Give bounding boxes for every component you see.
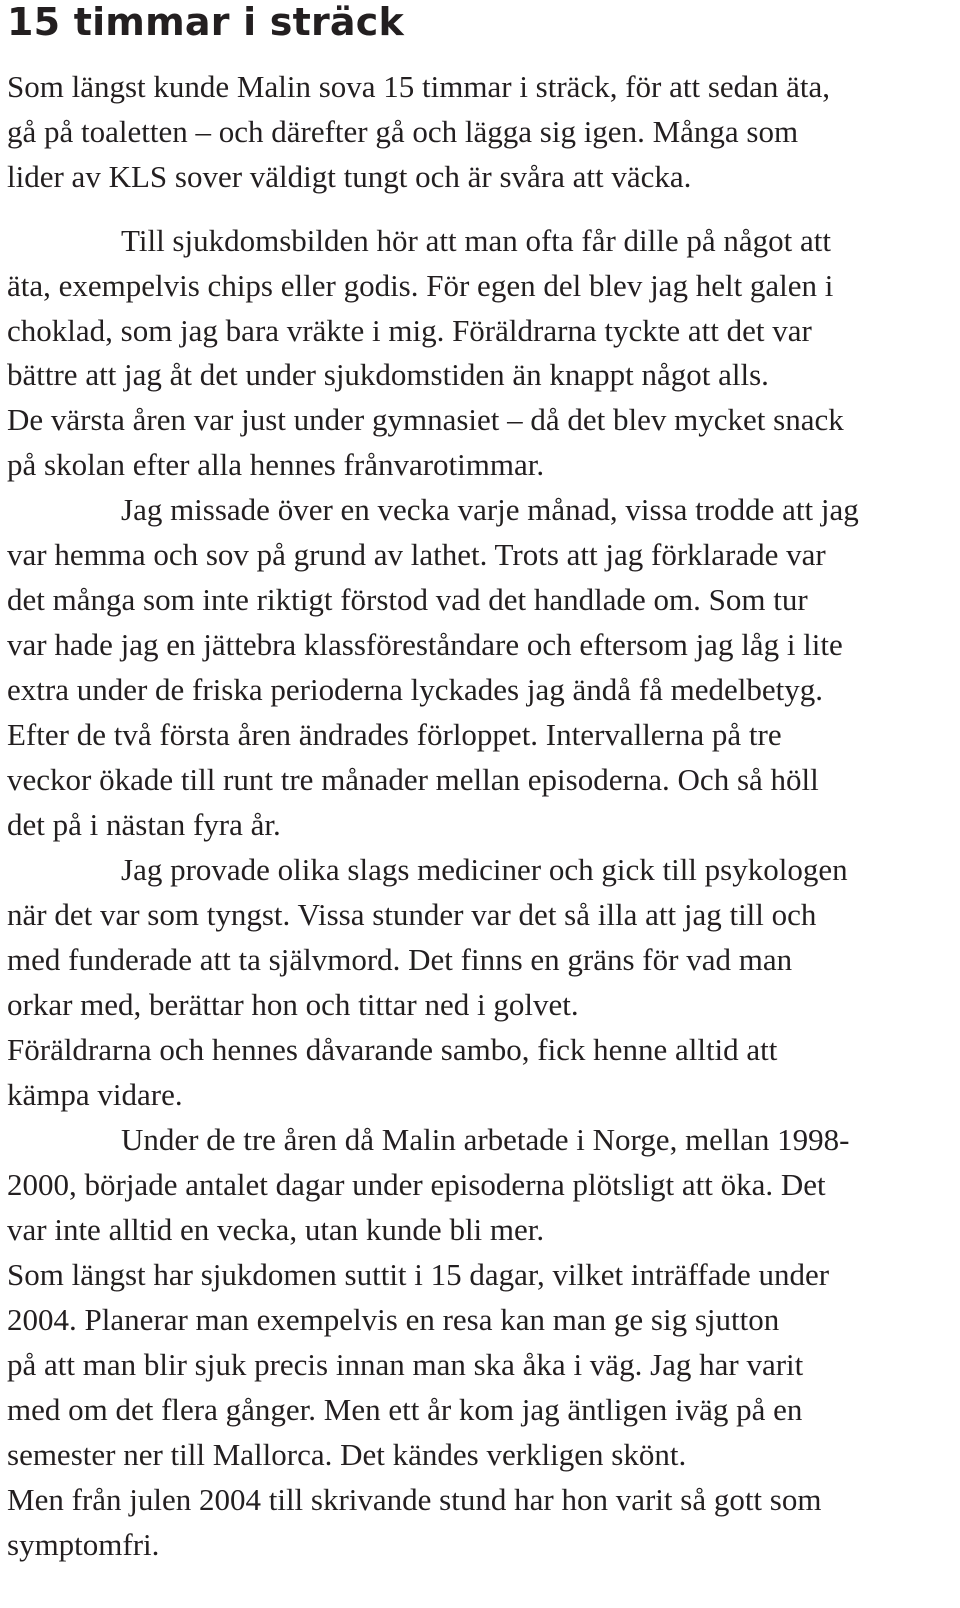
body-line: Efter de två första åren ändrades förloppet. Intervallerna på tre [7, 717, 782, 752]
body-line: choklad, som jag bara vräkte i mig. Föräldrarna tyckte att det var [7, 313, 812, 348]
body-line: Föräldrarna och hennes dåvarande sambo, fick henne alltid att [7, 1032, 778, 1067]
body-line: Jag missade över en vecka varje månad, vissa trodde att jag [121, 492, 859, 527]
body-line: Men från julen 2004 till skrivande stund har hon varit så gott som [7, 1482, 822, 1517]
body-line: Under de tre åren då Malin arbetade i Norge, mellan 1998- [121, 1122, 850, 1157]
body-line: var inte alltid en vecka, utan kunde bli mer. [7, 1212, 545, 1247]
body-line: på att man blir sjuk precis innan man ska åka i väg. Jag har varit [7, 1347, 804, 1382]
body-line: kämpa vidare. [7, 1077, 183, 1112]
body-line: med om det flera gånger. Men ett år kom jag äntligen iväg på en [7, 1392, 803, 1427]
body-line: symptomfri. [7, 1527, 160, 1562]
body-line: 2004. Planerar man exempelvis en resa kan man ge sig sjutton [7, 1302, 780, 1337]
body-line: orkar med, berättar hon och tittar ned i golvet. [7, 987, 579, 1022]
body-line: Jag provade olika slags mediciner och gick till psykologen [121, 852, 848, 887]
body-line: bättre att jag åt det under sjukdomstiden än knappt något alls. [7, 357, 769, 392]
body-line: det många som inte riktigt förstod vad det handlade om. Som tur [7, 582, 808, 617]
body-line: semester ner till Mallorca. Det kändes verkligen skönt. [7, 1437, 687, 1472]
body-line: äta, exempelvis chips eller godis. För egen del blev jag helt galen i [7, 268, 834, 303]
body-line: extra under de friska perioderna lyckades jag ändå få medelbetyg. [7, 672, 823, 707]
body-line: 2000, började antalet dagar under episoderna plötsligt att öka. Det [7, 1167, 826, 1202]
body-line: gå på toaletten – och därefter gå och lägga sig igen. Många som [7, 114, 799, 149]
body-line: Till sjukdomsbilden hör att man ofta får dille på något att [121, 223, 832, 258]
body-line: på skolan efter alla hennes frånvarotimmar. [7, 447, 545, 482]
body-line: när det var som tyngst. Vissa stunder var det så illa att jag till och [7, 897, 817, 932]
body-line: var hemma och sov på grund av lathet. Trots att jag förklarade var [7, 537, 826, 572]
section-heading: 15 timmar i sträck [7, 0, 404, 44]
body-line: det på i nästan fyra år. [7, 807, 281, 842]
body-line: Som längst kunde Malin sova 15 timmar i sträck, för att sedan äta, [7, 69, 831, 104]
body-line: var hade jag en jättebra klassföreståndare och eftersom jag låg i lite [7, 627, 843, 662]
body-line: Som längst har sjukdomen suttit i 15 dagar, vilket inträffade under [7, 1257, 830, 1292]
body-line: lider av KLS sover väldigt tungt och är svåra att väcka. [7, 159, 692, 194]
body-line: veckor ökade till runt tre månader mellan episoderna. Och så höll [7, 762, 819, 797]
body-line: De värsta åren var just under gymnasiet – då det blev mycket snack [7, 402, 844, 437]
body-line: med funderade att ta självmord. Det finns en gräns för vad man [7, 942, 793, 977]
